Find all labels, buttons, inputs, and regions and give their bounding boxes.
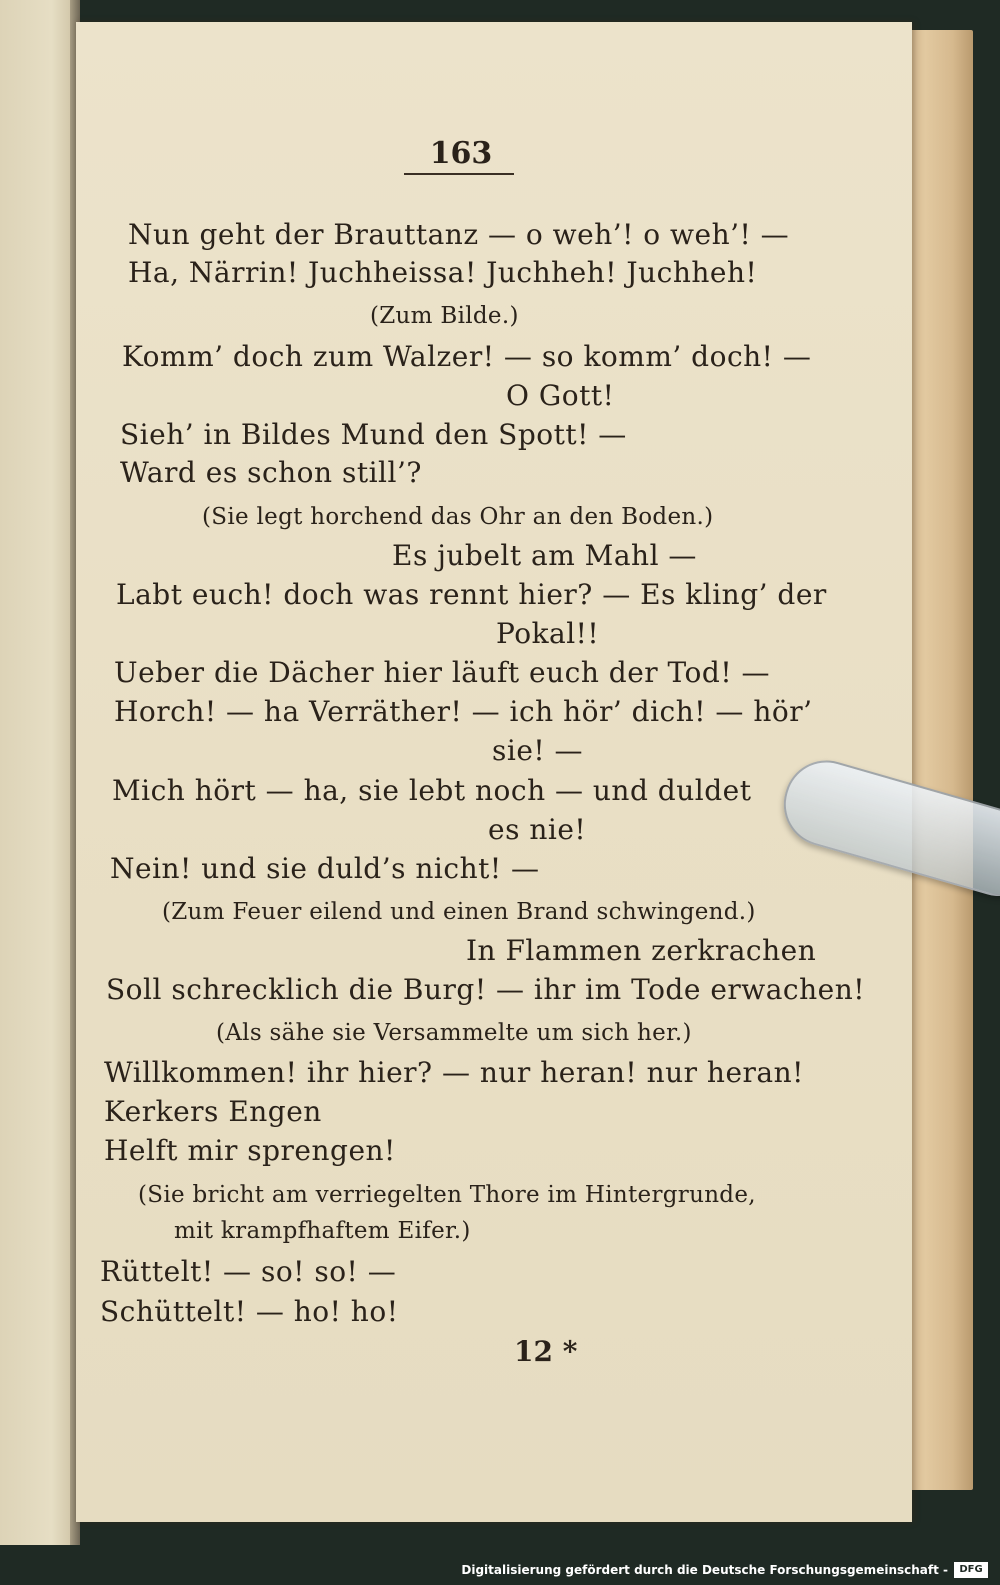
text-line: Soll schrecklich die Burg! — ihr im Tode erwachen! [106,973,866,1006]
text-line: Komm’ doch zum Walzer! — so komm’ doch! — [122,340,812,373]
book-page [76,22,912,1522]
text-line: Mich hört — ha, sie lebt noch — und duldet [112,774,752,807]
text-line: Schüttelt! — ho! ho! [100,1295,399,1328]
left-page-edge [0,0,74,1545]
page-text [76,22,912,1522]
text-line: Ha, Närrin! Juchheissa! Juchheh! Juchheh! [128,256,758,289]
signature-mark: 12 * [514,1335,578,1368]
text-line: Helft mir sprengen! [104,1134,396,1167]
text-line: Nun geht der Brauttanz — o weh’! o weh’! — [128,218,790,251]
dfg-logo-icon: DFG [954,1562,988,1578]
text-line: Ward es schon still’? [120,456,422,489]
text-line: Pokal!! [496,617,600,650]
stage-direction: (Zum Feuer eilend und einen Brand schwingend.) [162,899,756,925]
text-line: Labt euch! doch was rennt hier? — Es kling’ der [116,578,827,611]
text-line: O Gott! [506,379,615,412]
text-line: Willkommen! ihr hier? — nur heran! nur heran! [104,1056,804,1089]
stage-direction: mit krampfhaftem Eifer.) [174,1218,471,1244]
stage-direction: (Als sähe sie Versammelte um sich her.) [216,1020,692,1046]
stage-direction: (Sie bricht am verriegelten Thore im Hintergrunde, [138,1182,756,1208]
text-line: sie! — [492,734,584,767]
text-line: Es jubelt am Mahl — [392,539,697,572]
text-line: Nein! und sie duld’s nicht! — [110,852,540,885]
footer-bar [0,1551,1000,1585]
page-edge-stack [905,30,973,1490]
text-line: Sieh’ in Bildes Mund den Spott! — [120,418,627,451]
page-number: 163 [429,136,493,171]
funding-credit: Digitalisierung gefördert durch die Deutsche Forschungsgemeinschaft - [461,1563,948,1577]
stage-direction: (Zum Bilde.) [370,303,519,329]
text-line: Kerkers Engen [104,1095,322,1128]
text-line: Ueber die Dächer hier läuft euch der Tod! — [114,656,770,689]
text-line: Horch! — ha Verräther! — ich hör’ dich! — hör’ [114,695,813,728]
text-line: es nie! [488,813,587,846]
page-number-rule [404,173,514,175]
stage-direction: (Sie legt horchend das Ohr an den Boden.) [202,504,714,530]
text-line: Rüttelt! — so! so! — [100,1255,397,1288]
text-line: In Flammen zerkrachen [466,934,817,967]
